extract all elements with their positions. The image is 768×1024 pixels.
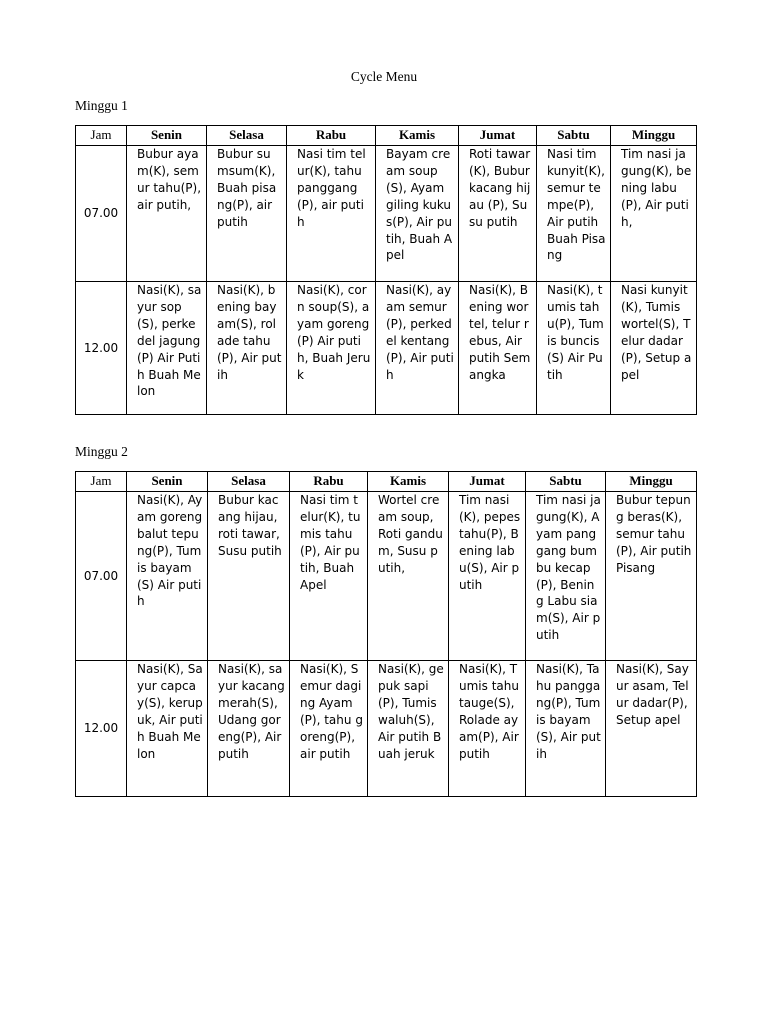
menu-cell: Nasi tim telur(K), tahu panggang(P), air putih [287,146,376,282]
table-row [76,282,697,415]
menu-cell: Bubur kacang hijau, roti tawar, Susu putih [208,492,290,661]
header-rabu: Rabu [287,126,376,146]
menu-cell: Nasi(K), Sayur asam, Telur dadar(P), Setup apel [606,661,697,797]
menu-cell: Nasi(K), Sayur capcay(S), kerupuk, Air putih Buah Melon [127,661,208,797]
menu-cell: Bayam cream soup(S), Ayam giling kukus(P), Air putih, Buah Apel [376,146,459,282]
menu-cell: Tim nasi jagung(K), Ayam panggang bumbu kecap(P), Bening Labu siam(S), Air putih [526,492,606,661]
header-sabtu: Sabtu [526,472,606,492]
menu-cell: Wortel cream soup, Roti gandum, Susu putih, [368,492,449,661]
header-minggu: Minggu [611,126,697,146]
menu-cell: Nasi(K), sayur sop(S), perkedel jagung(P) Air Putih Buah Melon [127,282,207,415]
table-row [76,661,697,797]
menu-cell: Nasi(K), gepuk sapi(P), Tumis waluh(S), Air putih Buah jeruk [368,661,449,797]
menu-cell: Nasi(K), bening bayam(S), rolade tahu(P), Air putih [207,282,287,415]
menu-cell: Nasi(K), ayam semur(P), perkedel kentang(P), Air putih [376,282,459,415]
week-1-label: Minggu 1 [75,98,128,113]
header-selasa: Selasa [207,126,287,146]
header-senin: Senin [127,472,208,492]
week-1-table [75,125,697,415]
table-row [76,146,697,282]
menu-cell: Nasi(K), corn soup(S), ayam goreng(P) Air putih, Buah Jeruk [287,282,376,415]
menu-cell: Nasi(K), sayur kacang merah(S), Udang goreng(P), Air putih [208,661,290,797]
time-cell: 07.00 [76,146,127,282]
menu-cell: Nasi(K), Tahu panggang(P), Tumis bayam(S), Air putih [526,661,606,797]
menu-cell: Nasi tim telur(K), tumis tahu(P), Air putih, Buah Apel [290,492,368,661]
menu-cell: Bubur ayam(K), semur tahu(P), air putih, [127,146,207,282]
header-row [76,472,697,492]
header-jumat: Jumat [459,126,537,146]
menu-cell: Tim nasi jagung(K), bening labu(P), Air putih, [611,146,697,282]
menu-cell: Nasi(K), Bening wortel, telur rebus, Air putih Semangka [459,282,537,415]
header-minggu: Minggu [606,472,697,492]
time-cell: 07.00 [76,492,127,661]
header-rabu: Rabu [290,472,368,492]
week-2-table [75,471,697,797]
header-jam: Jam [76,472,127,492]
menu-cell: Nasi(K), Semur daging Ayam(P), tahu goreng(P), air putih [290,661,368,797]
header-selasa: Selasa [208,472,290,492]
header-jam: Jam [76,126,127,146]
table-row [76,492,697,661]
menu-cell: Nasi(K), Tumis tahu tauge(S), Rolade ayam(P), Air putih [449,661,526,797]
header-senin: Senin [127,126,207,146]
menu-cell: Nasi(K), Ayam goreng balut tepung(P), Tumis bayam(S) Air putih [127,492,208,661]
menu-cell: Nasi(K), tumis tahu(P), Tumis buncis(S) Air Putih [537,282,611,415]
menu-cell: Bubur sumsum(K), Buah pisang(P), air putih [207,146,287,282]
menu-cell: Nasi tim kunyit(K), semur tempe(P), Air putih Buah Pisang [537,146,611,282]
header-kamis: Kamis [368,472,449,492]
week-2-label: Minggu 2 [75,444,128,459]
header-jumat: Jumat [449,472,526,492]
time-cell: 12.00 [76,282,127,415]
header-row [76,126,697,146]
header-sabtu: Sabtu [537,126,611,146]
menu-cell: Roti tawar(K), Bubur kacang hijau (P), Susu putih [459,146,537,282]
menu-cell: Nasi kunyit(K), Tumis wortel(S), Telur dadar(P), Setup apel [611,282,697,415]
menu-cell: Bubur tepung beras(K), semur tahu(P), Air putih Pisang [606,492,697,661]
header-kamis: Kamis [376,126,459,146]
menu-cell: Tim nasi (K), pepes tahu(P), Bening labu(S), Air putih [449,492,526,661]
time-cell: 12.00 [76,661,127,797]
page-title: Cycle Menu [350,69,418,84]
